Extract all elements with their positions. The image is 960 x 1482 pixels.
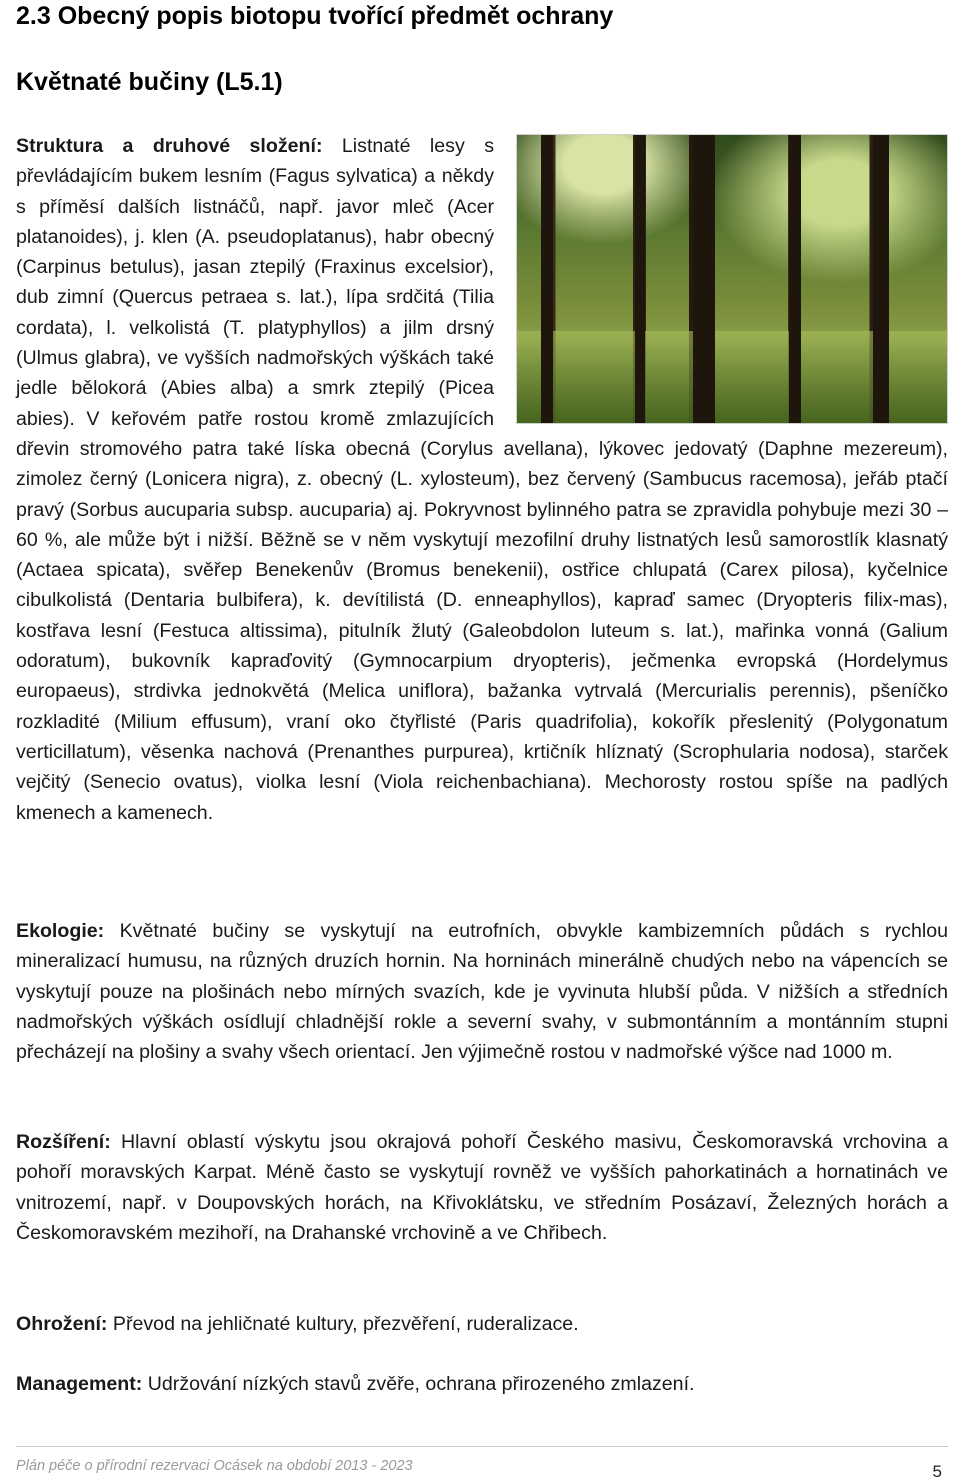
ecology-label: Ekologie:	[16, 920, 105, 942]
section-structure	[16, 131, 948, 828]
photo-tree-trunk	[635, 135, 645, 423]
distribution-text: Hlavní oblastí výskytu jsou okrajová pohoří Českého masivu, Českomoravská vrchovina a pohoří moravských Karpat. Méně často se vyskytují rovněž ve vyšších pahorkatinách a hornatinách ve vnitrozemí, např. v Doupovských horách, na Křivoklátsku, ve středním Posázaví, Železných horách a Českomoravském mezihoří, na Drahanské vrchovině a ve Chřibech.	[16, 1131, 948, 1244]
footer-divider	[16, 1446, 948, 1447]
photo-tree-trunk	[693, 135, 715, 423]
section-heading: 2.3 Obecný popis biotopu tvořící předmět ochrany	[16, 2, 614, 30]
section-threats	[16, 1309, 948, 1339]
management-label: Management:	[16, 1373, 143, 1395]
footer-text: Plán péče o přírodní rezervaci Ocásek na období 2013 - 2023	[16, 1458, 413, 1474]
ecology-text: Květnaté bučiny se vyskytují na eutrofních, obvykle kambizemních půdách s rychlou mineralizací humusu, na různých druzích hornin. Na horninách minerálně chudých nebo na vápencích se vyskytují pouze na plošinách nebo mírných svazích, kde je vyvinuta hlubší půda. V nižších a středních nadmořských výškách osídlují chladnější rokle a severní svahy, v submontánním a montánním stupni přecházejí na plošiny a svahy všech orientací. Jen výjimečně rostou v nadmořské výšce nad 1000 m.	[16, 920, 948, 1064]
threats-label: Ohrožení:	[16, 1313, 108, 1335]
beech-forest-photo	[516, 134, 948, 424]
section-ecology	[16, 916, 948, 1067]
section-management	[16, 1369, 948, 1399]
structure-text: Listnaté lesy s převládajícím bukem lesním (Fagus sylvatica) a někdy s příměsí dalších listnáčů, např. javor mleč (Acer platanoides), j. klen (A. pseudoplatanus), habr obecný (Carpinus betulus), jasan ztepilý (Fraxinus excelsior), dub zimní (Quercus petraea s. lat.), lípa srdčitá (Tilia cordata), l. velkolistá (T. platyphyllos) a jilm drsný (Ulmus glabra), ve vyšších nadmořských výškách také jedle bělokorá (Abies alba) a smrk ztepilý (Picea abies). V keřovém patře rostou kromě zmlazujících dřevin stromového patra také líska obecná (Corylus avellana), lýkovec jedovatý (Daphne mezereum), zimolez černý (Lonicera nigra), z. obecný (L. xylosteum), bez červený (Sambucus racemosa), jeřáb ptačí pravý (Sorbus aucuparia subsp. aucuparia) aj. Pokryvnost bylinného patra se zpravidla pohybuje mezi 30 – 60 %, ale může být i nižší. Běžně se v něm vyskytují mezofilní druhy listnatých lesů samorostlík klasnatý (Actaea spicata), svěřep Benekenův (Bromus benekenii), ostřice chlupatá (Carex pilosa), kyčelnice cibulkolistá (Dentaria bulbifera), k. devítilistá (D. enneaphyllos), kapraď samec (Dryopteris filix-mas), kostřava lesní (Festuca altissima), pitulník žlutý (Galeobdolon luteum s. lat.), mařinka vonná (Galium odoratum), bukovník kapraďovitý (Gymnocarpium dryopteris), ječmenka evropská (Hordelymus europaeus), strdivka jednokvětá (Melica uniflora), bažanka vytrvalá (Mercurialis perennis), pšeníčko rozkladité (Milium effusum), vraní oko čtyřlisté (Paris quadrifolia), kokořík přeslenitý (Polygonatum verticillatum), věsenka nachová (Prenanthes purpurea), krtičník hlíznatý (Scrophularia nodosa), starček vejčitý (Senecio ovatus), violka lesní (Viola reichenbachiana). Mechorosty rostou spíše na padlých kmenech a kamenech.	[16, 135, 948, 824]
habitat-heading: Květnaté bučiny (L5.1)	[16, 68, 283, 96]
photo-tree-trunk	[789, 135, 801, 423]
structure-label: Struktura a druhové složení:	[16, 135, 323, 157]
page-number: 5	[932, 1462, 942, 1481]
distribution-label: Rozšíření:	[16, 1131, 111, 1153]
photo-tree-trunk	[541, 135, 553, 423]
photo-tree-trunk	[873, 135, 889, 423]
threats-text: Převod na jehličnaté kultury, přezvěření, ruderalizace.	[107, 1313, 579, 1335]
section-distribution	[16, 1127, 948, 1248]
management-text: Udržování nízkých stavů zvěře, ochrana přirozeného zmlazení.	[142, 1373, 695, 1395]
